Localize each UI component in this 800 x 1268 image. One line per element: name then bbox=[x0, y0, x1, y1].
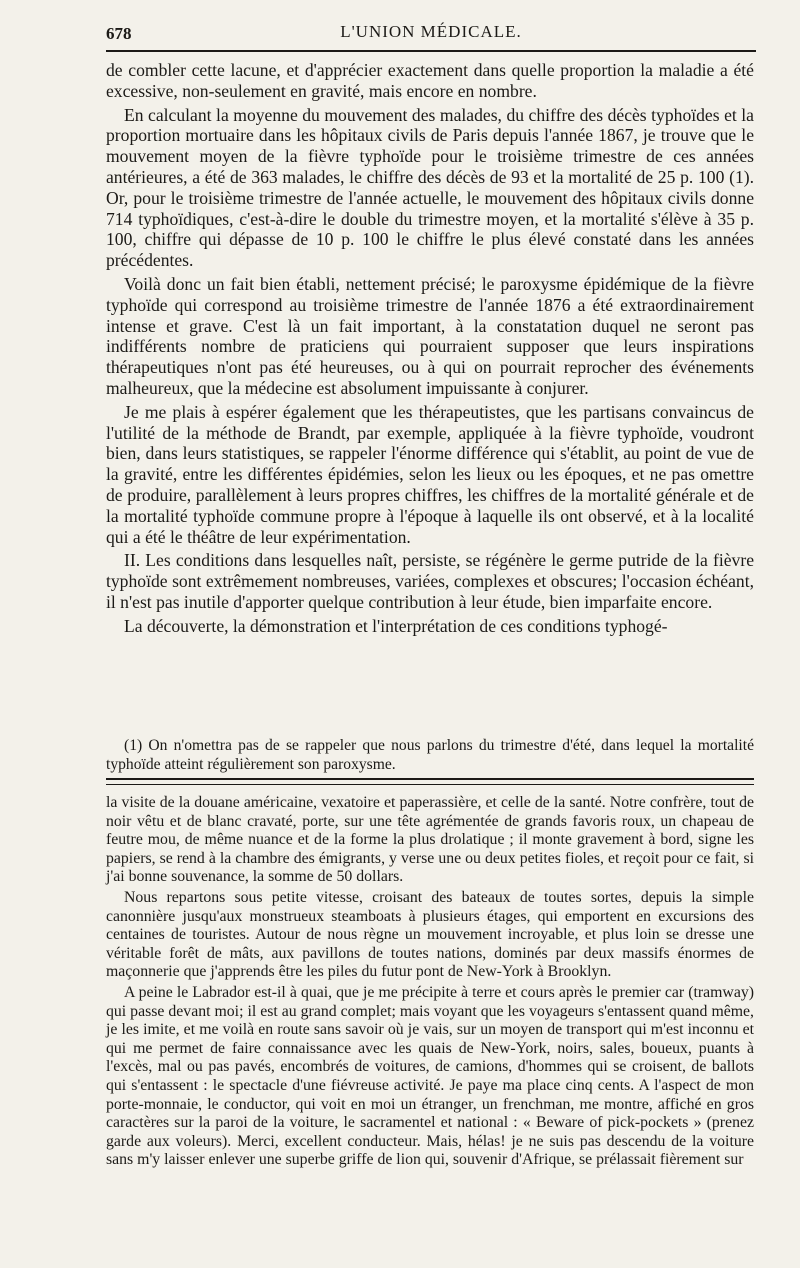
feuilleton-paragraph: Nous repartons sous petite vitesse, croisant des bateaux de toutes sortes, depuis la simple canonnière jusqu'aux monstrueux steamboats à plusieurs étages, qui emportent en excursions des centaines de touristes. Autour de nous règne un mouvement incroyable, et plus loin se dresse une véritable forêt de mâts, aux pavillons de toutes nations, dominés par deux massifs énormes de maçonnerie que j'apprends être les piles du futur pont de New-York à Brooklyn. bbox=[106, 888, 754, 981]
article-paragraph: Voilà donc un fait bien établi, nettement précisé; le paroxysme épidémique de la fièvre typhoïde qui correspond au troisième trimestre de l'année 1876 a été extraordinairement intense et grave. C'est là un fait important, à la constatation duquel ne seront pas indifférents nombre de praticiens qui pourraient supposer que leurs inspirations thérapeutiques n'ont pas été heureuses, ou à qui on pourrait reprocher des événements malheureux, que la médecine est absolument impuissante à conjurer. bbox=[106, 273, 754, 398]
article-paragraph: La découverte, la démonstration et l'interprétation de ces conditions typhogé- bbox=[124, 615, 668, 636]
feuilleton-rule-thin bbox=[106, 784, 754, 785]
journal-title: L'UNION MÉDICALE. bbox=[340, 22, 522, 41]
article-paragraph: II. Les conditions dans lesquelles naît, persiste, se régénère le germe putride de la fièvre typhoïde sont extrêmement nombreuses, variées, complexes et obscures; l'occasion échéant, il n'est pas inutile d'apporter quelque contribution à leur étude, bien imparfaite encore. bbox=[106, 550, 754, 612]
article-paragraph: de combler cette lacune, et d'apprécier exactement dans quelle proportion la maladie a été excessive, non-seulement en gravité, mais encore en nombre. bbox=[106, 60, 754, 101]
feuilleton-paragraph: la visite de la douane américaine, vexatoire et paperassière, et celle de la santé. Notre confrère, tout de noir vêtu et de blanc cravaté, porte, sur une tête agrémentée de grands favoris roux, un chapeau de feutre mou, de même nuance et de la forme la plus drolatique ; il monte gravement à bord, signe les papiers, se rend à la chambre des émigrants, y verse une ou deux petites fioles, et reçoit pour ce fait, si j'ai bonne souvenance, la somme de 50 dollars. bbox=[106, 794, 754, 886]
article-paragraph: Je me plais à espérer également que les thérapeutistes, que les partisans convaincus de l'utilité de la méthode de Brandt, par exemple, appliquée à la fièvre typhoïde, voudront bien, dans leurs statistiques, se rappeler l'énorme différence qui s'établit, au point de vue de la gravité, entre les différentes épidémies, selon les lieux ou les époques, et ne pas omettre de produire, parallèlement à leurs propres chiffres, les chiffres de la mortalité générale et de la mortalité typhoïde commune propre à l'époque à laquelle ils ont observé, et à la localité qui a été le théâtre de leur expérimentation. bbox=[106, 401, 754, 547]
feuilleton-body bbox=[106, 794, 754, 1170]
footnote bbox=[106, 736, 754, 774]
article-body bbox=[106, 60, 754, 637]
footnote-text: (1) On n'omettra pas de se rappeler que nous parlons du trimestre d'été, dans lequel la mortalité typhoïde atteint régulièrement son paroxysme. bbox=[106, 737, 754, 773]
article-paragraph: En calculant la moyenne du mouvement des malades, du chiffre des décès typhoïdes et la proportion mortuaire dans les hôpitaux civils de Paris depuis l'année 1867, je trouve que le mouvement moyen de la fièvre typhoïde pour le troisième trimestre de ces années antérieures, a été de 363 malades, le chiffre des décès de 93 et la mortalité de 25 p. 100 (1). Or, pour le troisième trimestre de l'année actuelle, le mouvement des hôpitaux civils donne 714 typhoïdiques, c'est-à-dire le double du trimestre moyen, et la mortalité s'élève à 35 p. 100, chiffre qui dépasse de 10 p. 100 le chiffre le plus élevé constaté dans les années précédentes. bbox=[106, 104, 754, 271]
feuilleton-paragraph: A peine le Labrador est-il à quai, que je me précipite à terre et cours après le premier car (tramway) qui passe devant moi; il est au grand complet; mais voyant que les voyageurs s'entassent quand même, je les imite, et me voilà en route sans savoir où je vais, sur un moyen de transport qui m'est inconnu et qui me permet de faire connaissance avec les quais de New-York, noirs, sales, boueux, puants à l'excès, mal ou pas pavés, encombrés de voitures, de camions, d'hommes qui se croisent, de ballots qui s'entassent : le spectacle d'une fiévreuse activité. Je paye ma place cinq cents. A l'aspect de mon porte-monnaie, le conductor, qui voit en moi un étranger, un frenchman, me montre, affiché en gros caractères sur la paroi de la voiture, le sacramentel et national : « Beware of pick-pockets » (prenez garde aux voleurs). Merci, excellent conducteur. Mais, hélas! je ne suis pas descendu de la voiture sans m'y laisser enlever une superbe griffe de lion qui, souvenir d'Afrique, se prélassait fièrement sur bbox=[106, 983, 754, 1169]
page-header bbox=[106, 16, 756, 52]
page-number: 678 bbox=[106, 24, 132, 43]
feuilleton-rule bbox=[106, 778, 754, 780]
